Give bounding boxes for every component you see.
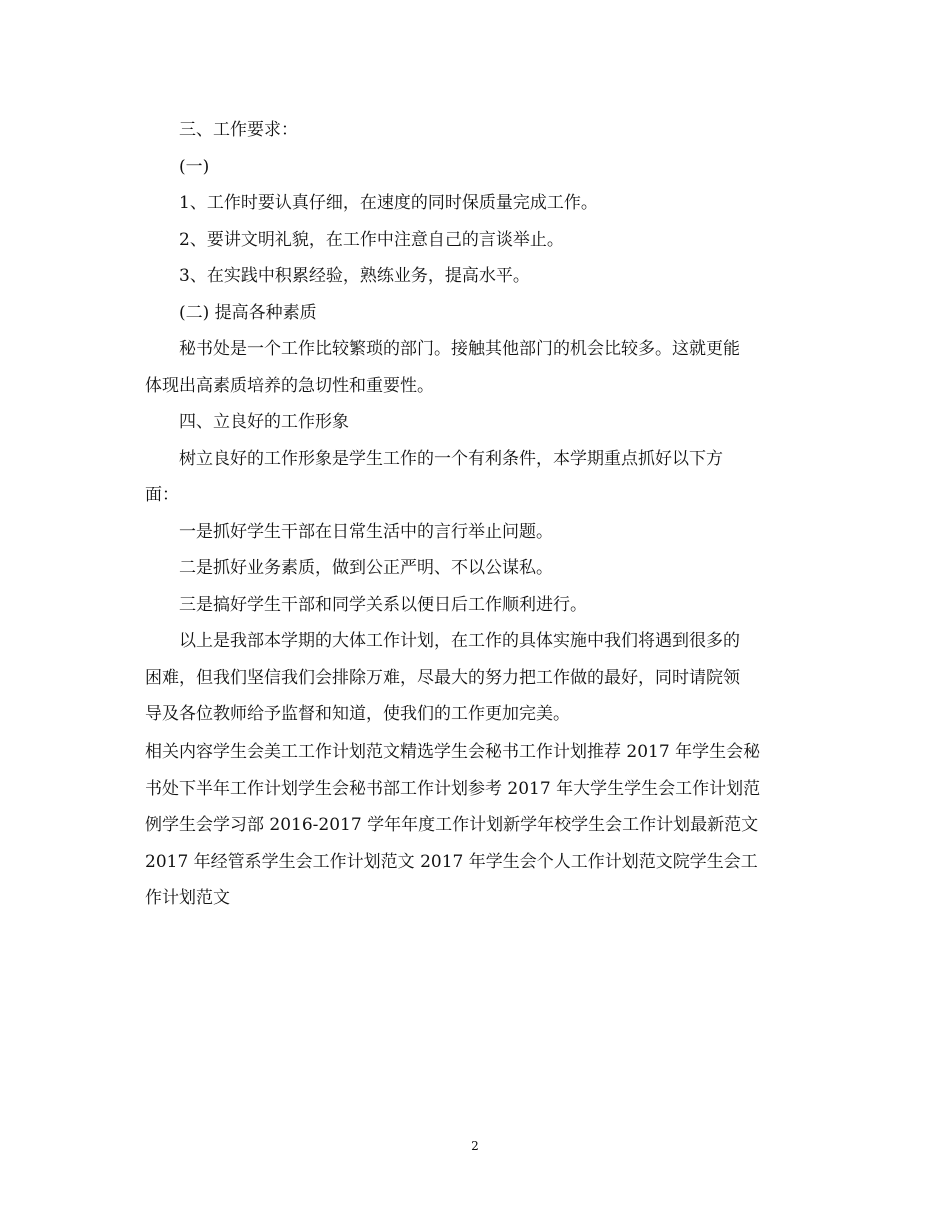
paragraph-line: 二是抓好业务素质，做到公正严明、不以公谋私。	[179, 558, 553, 578]
paragraph-line: 以上是我部本学期的大体工作计划，在工作的具体实施中我们将遇到很多的	[179, 631, 740, 651]
paragraph-line: 导及各位教师给予监督和知道，使我们的工作更加完美。	[145, 704, 570, 724]
paragraph-line: 一是抓好学生干部在日常生活中的言行举止问题。	[179, 521, 553, 542]
related-line: 例学生会学习部 2016-2017 学年年度工作计划新学年校学生会工作计划最新范文	[145, 815, 759, 835]
related-line: 2017 年经管系学生会工作计划范文 2017 年学生会个人工作计划范文院学生会工	[145, 851, 758, 872]
paragraph-line: 困难，但我们坚信我们会排除万难，尽最大的努力把工作做的最好，同时请院领	[145, 667, 740, 688]
paragraph-line: 四、立良好的工作形象	[179, 412, 349, 432]
paragraph-line: 三是搞好学生干部和同学关系以便日后工作顺利进行。	[179, 594, 587, 615]
related-line: 相关内容学生会美工工作计划范文精选学生会秘书工作计划推荐 2017 年学生会秘	[145, 742, 761, 762]
paragraph-line: 树立良好的工作形象是学生工作的一个有利条件，本学期重点抓好以下方	[179, 448, 723, 469]
paragraph-line: 三、工作要求：	[179, 120, 298, 140]
paragraph-line: 秘书处是一个工作比较繁琐的部门。接触其他部门的机会比较多。这就更能	[179, 339, 740, 359]
paragraph-line: 面：	[145, 485, 179, 505]
paragraph-line: 体现出高素质培养的急切性和重要性。	[145, 375, 434, 396]
related-line: 作计划范文	[145, 888, 230, 908]
page-number: 2	[471, 1139, 479, 1153]
paragraph-line: (二) 提高各种素质	[179, 302, 317, 323]
related-content	[145, 734, 810, 917]
paragraph-line: 2、要讲文明礼貌，在工作中注意自己的言谈举止。	[179, 229, 564, 250]
paragraph-line: 1、工作时要认真仔细，在速度的同时保质量完成工作。	[179, 193, 598, 213]
body-text	[145, 112, 810, 733]
paragraph-line: (一)	[179, 156, 210, 177]
paragraph-line: 3、在实践中积累经验，熟练业务，提高水平。	[179, 266, 530, 286]
related-line: 书处下半年工作计划学生会秘书部工作计划参考 2017 年大学生学生会工作计划范	[145, 778, 761, 799]
